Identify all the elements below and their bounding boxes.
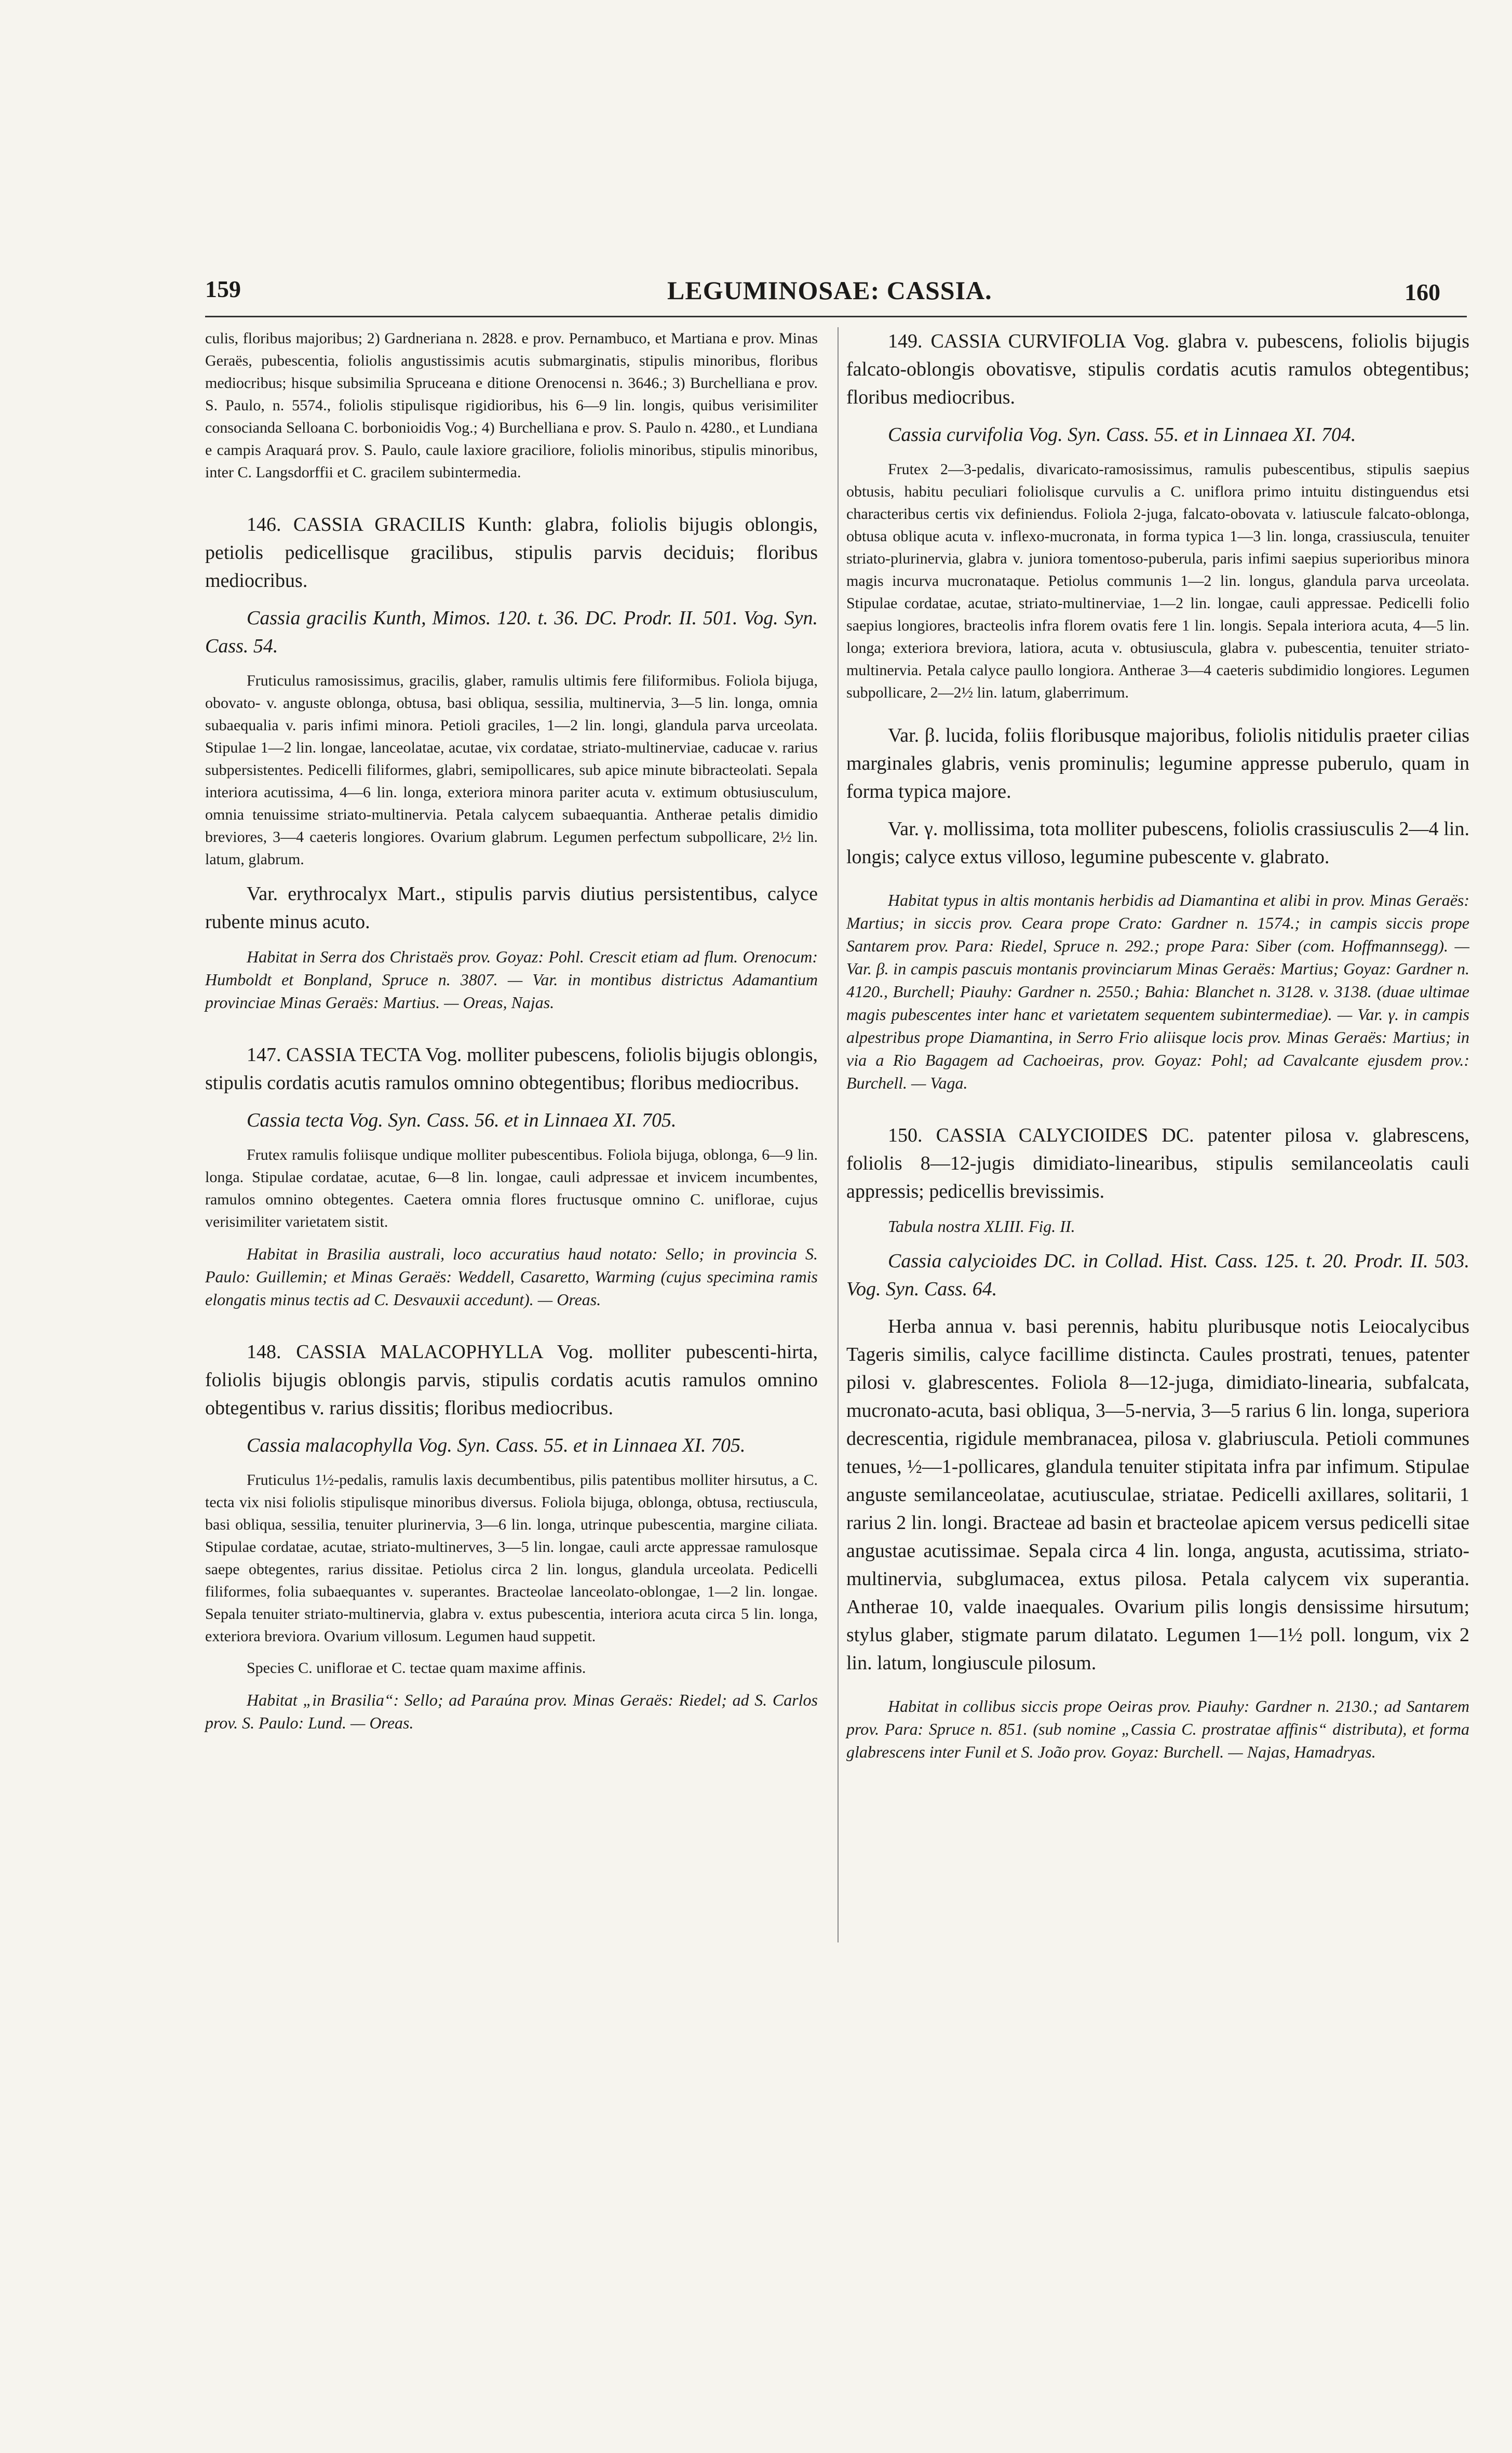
species-150-description: Herba annua v. basi perennis, habitu pluribusque notis Leiocalycibus Tageris similis, calyce facillime distincta. Caules prostrati, tenues, patenter pilosi v. glabrescentes. Foliola 8—12-juga, dimidiato-linearia, subfalcata, mucronato-acuta, basi obliqua, 3—5-nervia, 3—5 rarius 6 lin. longa, superiora decrescentia, rigidule membranacea, pilosa v. glabriuscula. Petioli communes tenues, ½—1-pollicares, glandula tenuiter stipitata infra par infimum. Stipulae anguste semilanceolatae, acutiusculae, striatae. Pedicelli axillares, solitarii, 1 rarius 2 lin. longi. Bracteae ad basin et bracteolae apicem versus pedicelli sitae angustae acutissimae. Sepala circa 4 lin. longa, angusta, acutissima, striato-multinervia, subglumacea, extus pilosa. Petala calycem vix superantia. Antherae 10, valde inaequales. Ovarium pilis longis densissime hirsutum; stylus glaber, stigmate parum dilatato. Legumen 1—1½ poll. longum, vix 2 lin. latum, longiuscule pilosum.: [846, 1316, 1469, 1674]
species-150-plate: Tabula nostra XLIII. Fig. II.: [888, 1217, 1075, 1236]
species-147-citation: Cassia tecta Vog. Syn. Cass. 56. et in Linnaea XI. 705.: [247, 1109, 677, 1131]
left-column: [205, 327, 818, 1734]
species-146-habitat: Habitat in Serra dos Christaës prov. Goyaz: Pohl. Crescit etiam ad flum. Orenocum: Humboldt et Bonpland, Spruce n. 3807. — Var. in montibus districtus Adamantium provinciae Minas Geraës: Martius. — Oreas, Najas.: [205, 947, 818, 1012]
species-147-description: Frutex ramulis foliisque undique molliter pubescentibus. Foliola bijuga, oblonga, 6—9 lin. longa. Stipulae cordatae, acutae, 6—8 lin. longae, cauli adpressae et invicem incumbentes, ramulos omnino obtegentes. Caetera omnia flores fructusque omnino C. uniflorae, cujus verisimiliter varietatem sistit.: [205, 1146, 818, 1230]
intro-paragraph: culis, floribus majoribus; 2) Gardneriana n. 2828. e prov. Pernambuco, et Martiana e prov. Minas Geraës, pubescentia, foliolis angustissimis acutis submarginatis, stipulis minoribus, floribus mediocribus; hisque subsimilia Spruceana e ditione Orenocensi n. 3646.; 3) Burchelliana e prov. S. Paulo, n. 5574., foliolis stipulisque rigidioribus, his 6—9 lin. longis, quibus verisimiliter consocianda Selloana C. borbonioidis Vog.; 4) Burchelliana e prov. S. Paulo n. 4280., et Lundiana e campis Araquará prov. S. Paulo, caule laxiore graciliore, foliolis minoribus, stipulis minoribus, inter C. Langsdorffii et C. gracilem subintermedia.: [205, 330, 818, 481]
species-148-note: Species C. uniflorae et C. tectae quam maxime affinis.: [247, 1659, 586, 1677]
page-header: [0, 275, 1512, 317]
species-150-lead: 150. CASSIA CALYCIOIDES DC. patenter pilosa v. glabrescens, foliolis 8—12-jugis dimidiato-linearibus, stipulis semilanceolatis cauli appressis; pedicellis brevissimis.: [846, 1124, 1469, 1202]
species-149-citation: Cassia curvifolia Vog. Syn. Cass. 55. et in Linnaea XI. 704.: [888, 424, 1356, 446]
species-148-citation: Cassia malacophylla Vog. Syn. Cass. 55. et in Linnaea XI. 705.: [247, 1435, 746, 1456]
page-number-right: 160: [1405, 279, 1440, 305]
species-149-habitat: Habitat typus in altis montanis herbidis ad Diamantina et alibi in prov. Minas Geraës: Martius; in siccis prov. Ceara prope Crato: Gardner n. 1574.; in campis siccis prope Santarem prov. Para: Riedel, Spruce n. 292.; prope Para: Siber (com. Hoffmannsegg). — Var. β. in campis pascuis montanis provinciarum Minas Geraës: Martius; Goyaz: Gardner n. 4120., Burchell; Piauhy: Gardner n. 2550.; Bahia: Blanchet n. 3128. v. 3138. (duae ultimae magis pubescentes inter hanc et varietatem sequentem subintermediae). — Var. γ. in campis alpestribus prope Diamantina, in Serro Frio aliisque locis prov. Minas Geraës: Martius; in via a Rio Bagagem ad Cachoeiras, prov. Goyaz: Pohl; ad Cavalcante ejusdem prov.: Burchell. — Vaga.: [846, 891, 1469, 1092]
species-149-variety-beta: Var. β. lucida, foliis floribusque majoribus, foliolis nitidulis praeter cilias marginales glabris, venis prominulis; legumine appresse puberulo, quam in forma typica majore.: [846, 725, 1469, 802]
right-column: [846, 327, 1469, 1763]
species-146-citation: Cassia gracilis Kunth, Mimos. 120. t. 36. DC. Prodr. II. 501. Vog. Syn. Cass. 54.: [205, 607, 818, 657]
page-number-left: 159: [205, 276, 241, 302]
running-title: LEGUMINOSAE: CASSIA.: [667, 276, 992, 305]
column-divider: [838, 327, 839, 1942]
species-148-description: Fruticulus 1½-pedalis, ramulis laxis decumbentibus, pilis patentibus molliter hirsutus, a C. tecta vix nisi foliolis stipulisque minoribus diversus. Foliola bijuga, oblonga, obtusa, rectiuscula, basi obliqua, sessilia, tenuiter plurinervia, 3—6 lin. longa, utrinque pubescentia, margine ciliata. Stipulae cordatae, acutae, striato-multinerves, 3—5 lin. longae, cauli arcte appressae ramulosque saepe obtegentes, rarius dissitae. Petiolus circa 2 lin. longus, glandula urceolata. Pedicelli filiformes, folia subaequantes v. superantes. Bracteolae lanceolato-oblongae, 1—2 lin. longae. Sepala tenuiter striato-multinervia, glabra v. extus pubescentia, interiora acuta circa 5 lin. longa, exteriora breviora. Ovarium villosum. Legumen haud suppetit.: [205, 1471, 818, 1645]
species-149-lead: 149. CASSIA CURVIFOLIA Vog. glabra v. pubescens, foliolis bijugis falcato-oblongis obovatisve, stipulis cordatis acutis ramulos obtegentibus; floribus mediocribus.: [846, 330, 1469, 408]
species-147-habitat: Habitat in Brasilia australi, loco accuratius haud notato: Sello; in provincia S. Paulo: Guillemin; et Minas Geraës: Weddell, Casaretto, Warming (cujus specimina ramis elongatis minus tectis ad C. Desvauxii accedunt). — Oreas.: [205, 1244, 818, 1309]
species-146-description: Fruticulus ramosissimus, gracilis, glaber, ramulis ultimis fere filiformibus. Foliola bijuga, obovato- v. anguste oblonga, obtusa, basi obliqua, sessilia, multinervia, 3—5 lin. longa, omnia subaequalia v. paris infimi minora. Petioli graciles, 1—2 lin. longi, glandula parva urceolata. Stipulae 1—2 lin. longae, lanceolatae, acutae, vix cordatae, striato-multinerviae, caducae v. rarius subpersistentes. Pedicelli filiformes, glabri, semipollicares, sub apice minute bibracteolati. Sepala interiora acutissima, 4—6 lin. longa, exteriora minora pariter acuta v. extimum obtusiusculum, omnia tenuissime striato-multinervia. Petala calycem subaequantia. Antherae petalis dimidio breviores, 3—4 caeteris longiores. Ovarium glabrum. Legumen perfectum subpollicare, 2½ lin. latum, glabrum.: [205, 672, 818, 868]
species-149-variety-gamma: Var. γ. mollissima, tota molliter pubescens, foliolis crassiusculis 2—4 lin. longis; calyce extus villoso, legumine pubescente v. glabrato.: [846, 818, 1469, 868]
species-149-description: Frutex 2—3-pedalis, divaricato-ramosissimus, ramulis pubescentibus, stipulis saepius obtusis, habitu peculiari foliolisque curvulis a C. uniflora primo intuitu distinguendus etsi characteribus certis vix definiendus. Foliola 2-juga, falcato-obovata v. latiuscule falcato-oblonga, obtusa oblique acuta v. inflexo-mucronata, in forma typica 1—3 lin. longa, crassiuscula, tenuiter striato-plurinervia, glabra v. juniora tomentoso-puberula, paris infimi saepius superioribus minora magis incurva mucronataque. Petiolus communis 1—2 lin. longus, glandula parva urceolata. Stipulae cordatae, acutae, striato-multinerviae, 1—2 lin. longae, cauli appressae. Pedicelli folio saepius longiores, bracteolis infra florem ovatis fere 1 lin. longis. Sepala interiora acuta, 4—5 lin. longa; exteriora breviora, latiora, acuta v. obtusiuscula, glabra v. pubescentia, tenuiter striato-multinervia. Petala calyce paullo longiora. Antherae 3—4 caeteris subdimidio longiores. Legumen subpollicare, 2—2½ lin. latum, glaberrimum.: [846, 461, 1469, 701]
species-146-lead: 146. CASSIA GRACILIS Kunth: glabra, foliolis bijugis oblongis, petiolis pedicellisque gracilibus, stipulis parvis deciduis; floribus mediocribus.: [205, 514, 818, 592]
species-146-variety: Var. erythrocalyx Mart., stipulis parvis diutius persistentibus, calyce rubente minus acuto.: [205, 883, 818, 933]
species-150-habitat: Habitat in collibus siccis prope Oeiras prov. Piauhy: Gardner n. 2130.; ad Santarem prov. Para: Spruce n. 851. (sub nomine „Cassia C. prostratae affinis“ distributa), et forma glabrescens inter Funil et S. João prov. Goyaz: Burchell. — Najas, Hamadryas.: [846, 1697, 1469, 1761]
species-148-habitat: Habitat „in Brasilia“: Sello; ad Paraúna prov. Minas Geraës: Riedel; ad S. Carlos prov. S. Paulo: Lund. — Oreas.: [205, 1691, 818, 1732]
species-148-lead: 148. CASSIA MALACOPHYLLA Vog. molliter pubescenti-hirta, foliolis bijugis oblongis parvis, stipulis cordatis acutis ramulos omnino obtegentibus v. rarius dissitis; floribus mediocribus.: [205, 1341, 818, 1419]
header-rule: [205, 316, 1467, 317]
species-147-lead: 147. CASSIA TECTA Vog. molliter pubescens, foliolis bijugis oblongis, stipulis cordatis acutis ramulos omnino obtegentibus; floribus mediocribus.: [205, 1044, 818, 1094]
species-150-citation: Cassia calycioides DC. in Collad. Hist. Cass. 125. t. 20. Prodr. II. 503. Vog. Syn. Cass. 64.: [846, 1250, 1469, 1300]
